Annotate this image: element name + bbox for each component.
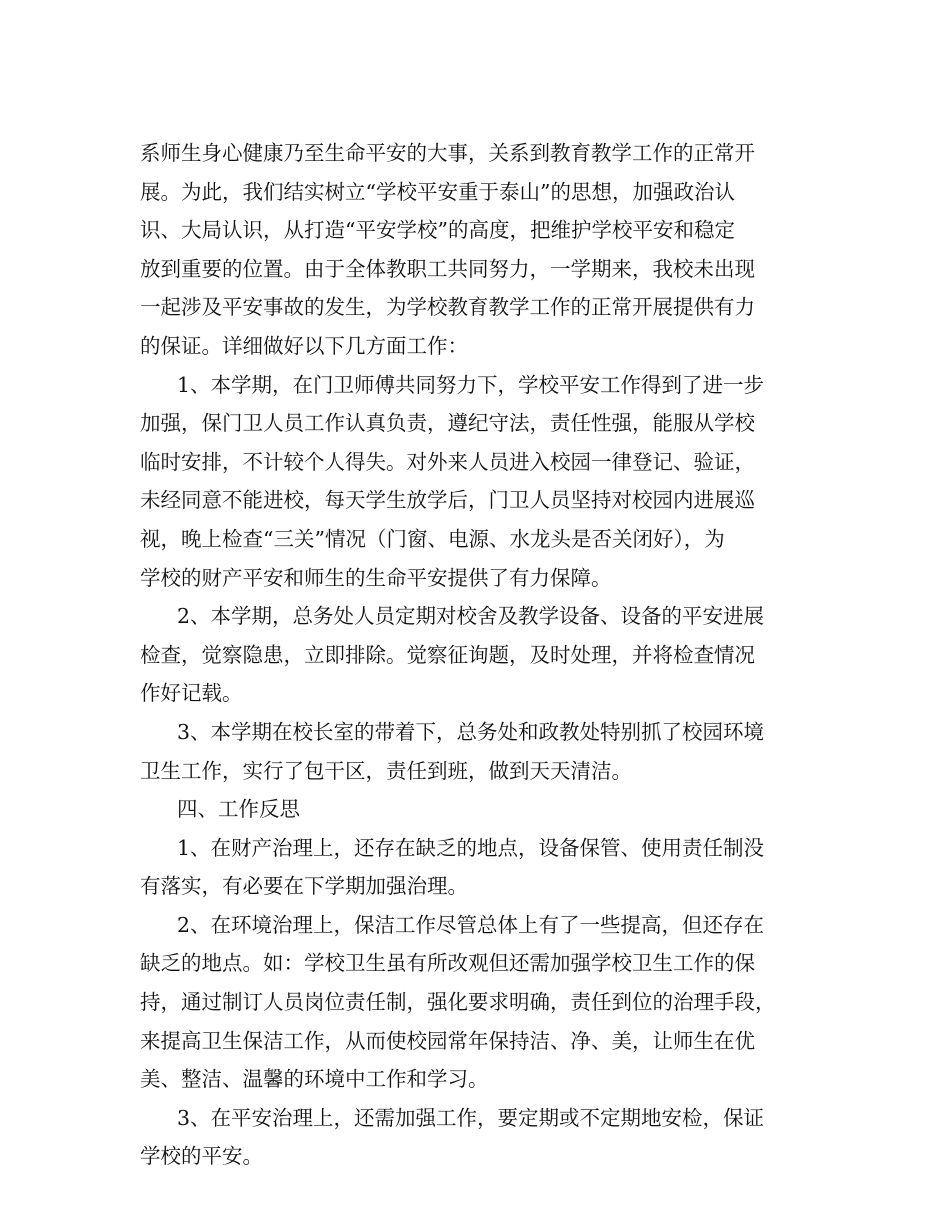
text-line: 视，晚上检查“三关”情况（门窗、电源、水龙头是否关闭好），为: [140, 526, 725, 551]
text-line: 3、本学期在校长室的带着下，总务处和政教处特别抓了校园环境: [177, 719, 765, 744]
text-line: 3、在平安治理上，还需加强工作，要定期或不定期地安检，保证: [177, 1105, 765, 1130]
text-line: 作好记载。: [140, 681, 243, 706]
text-line: 有落实，有必要在下学期加强治理。: [140, 874, 468, 899]
text-line: 学校的平安。: [140, 1144, 263, 1169]
text-line: 加强，保门卫人员工作认真负责，遵纪守法，责任性强，能服从学校: [140, 411, 755, 436]
text-line: 来提高卫生保洁工作，从而使校园常年保持洁、净、美，让师生在优: [140, 1028, 755, 1053]
text-line: 缺乏的地点。如：学校卫生虽有所改观但还需加强学校卫生工作的保: [140, 951, 755, 976]
text-line: 的保证。详细做好以下几方面工作：: [140, 333, 468, 358]
text-line: 四、工作反思: [177, 797, 300, 822]
text-line: 美、整洁、温馨的环境中工作和学习。: [140, 1067, 489, 1092]
text-line: 识、大局认识，从打造“平安学校”的高度，把维护学校平安和稳定: [140, 218, 735, 243]
text-line: 系师生身心健康乃至生命平安的大事，关系到教育教学工作的正常开: [140, 141, 755, 165]
text-line: 展。为此，我们结实树立“学校平安重于泰山”的思想，加强政治认: [140, 179, 735, 204]
text-line: 持，通过制订人员岗位责任制，强化要求明确，责任到位的治理手段，: [140, 990, 776, 1015]
text-line: 卫生工作，实行了包干区，责任到班，做到天天清洁。: [140, 758, 632, 783]
text-line: 未经同意不能进校，每天学生放学后，门卫人员坚持对校园内进展巡: [140, 488, 755, 513]
text-line: 1、本学期，在门卫师傅共同努力下，学校平安工作得到了进一步: [177, 372, 765, 397]
text-line: 临时安排，不计较个人得失。对外来人员进入校园一律登记、验证，: [140, 449, 755, 474]
text-line: 2、在环境治理上，保洁工作尽管总体上有了一些提高，但还存在: [177, 912, 765, 937]
text-line: 一起涉及平安事故的发生，为学校教育教学工作的正常开展提供有力: [140, 295, 755, 320]
text-line: 学校的财产平安和师生的生命平安提供了有力保障。: [140, 565, 612, 590]
text-line: 2、本学期，总务处人员定期对校舍及教学设备、设备的平安进展: [177, 604, 765, 629]
document-body: [140, 134, 820, 1176]
text-line: 检查，觉察隐患，立即排除。觉察征询题，及时处理，并将检查情况: [140, 642, 755, 667]
text-line: 1、在财产治理上，还存在缺乏的地点，设备保管、使用责任制没: [177, 835, 765, 860]
text-line: 放到重要的位置。由于全体教职工共同努力，一学期来，我校未出现: [140, 256, 755, 281]
